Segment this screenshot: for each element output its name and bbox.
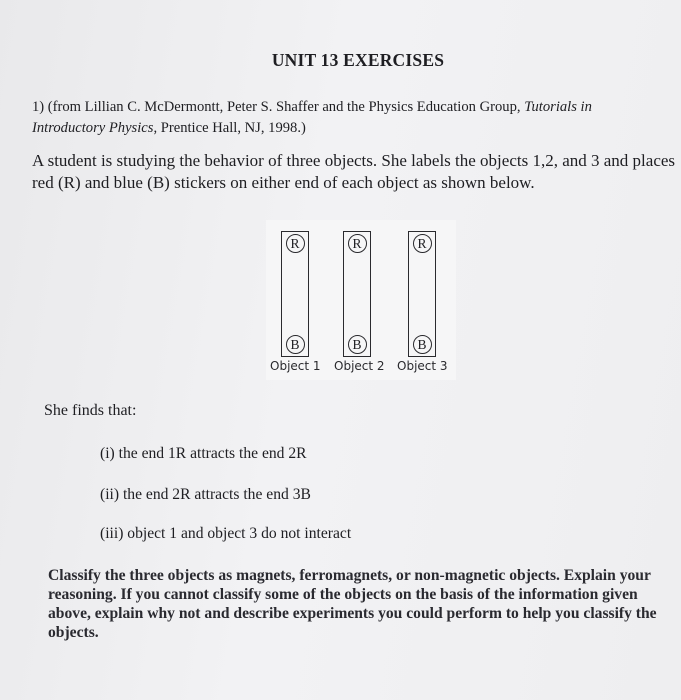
- objects-figure: [266, 220, 456, 380]
- finding-2: (ii) the end 2R attracts the end 3B: [100, 486, 311, 503]
- finding-1: (i) the end 1R attracts the end 2R: [100, 445, 307, 462]
- object-1-top-sticker: R: [286, 234, 305, 253]
- object-3-label: Object 3: [397, 359, 448, 373]
- question-paragraph: Classify the three objects as magnets, ferromagnets, or non-magnetic objects. Explain your reasoning. If you cannot classify some of the objects on the basis of the information given above, explain why not and describe experiments you could perform to help you classify the objects.: [48, 567, 657, 641]
- object-3-bar: [408, 231, 436, 357]
- page-title: UNIT 13 EXERCISES: [271, 50, 445, 70]
- object-2-bottom-sticker: B: [348, 335, 367, 354]
- intro-paragraph: A student is studying the behavior of three objects. She labels the objects 1,2, and 3 and places red (R) and blue (B) stickers on either end of each object as shown below.: [32, 151, 676, 192]
- object-2-bar: [343, 231, 371, 357]
- object-1-bottom-sticker: B: [286, 335, 305, 354]
- object-3-top-sticker: R: [413, 234, 432, 253]
- citation-book-title-1: Tutorials in: [524, 99, 592, 115]
- finding-3: (iii) object 1 and object 3 do not interact: [100, 525, 352, 542]
- citation-prefix: 1) (from Lillian C. McDermontt, Peter S. Shaffer and the Physics Education Group,: [32, 99, 525, 115]
- citation-suffix: , Prentice Hall, NJ, 1998.): [153, 120, 306, 136]
- findings-intro: She finds that:: [44, 402, 137, 419]
- object-2-label: Object 2: [334, 359, 385, 373]
- citation-book-title-2: Introductory Physics: [32, 120, 154, 136]
- object-1-bar: [281, 231, 309, 357]
- object-3-bottom-sticker: B: [413, 335, 432, 354]
- object-2-top-sticker: R: [348, 234, 367, 253]
- citation: [32, 97, 652, 139]
- object-1-label: Object 1: [270, 359, 321, 373]
